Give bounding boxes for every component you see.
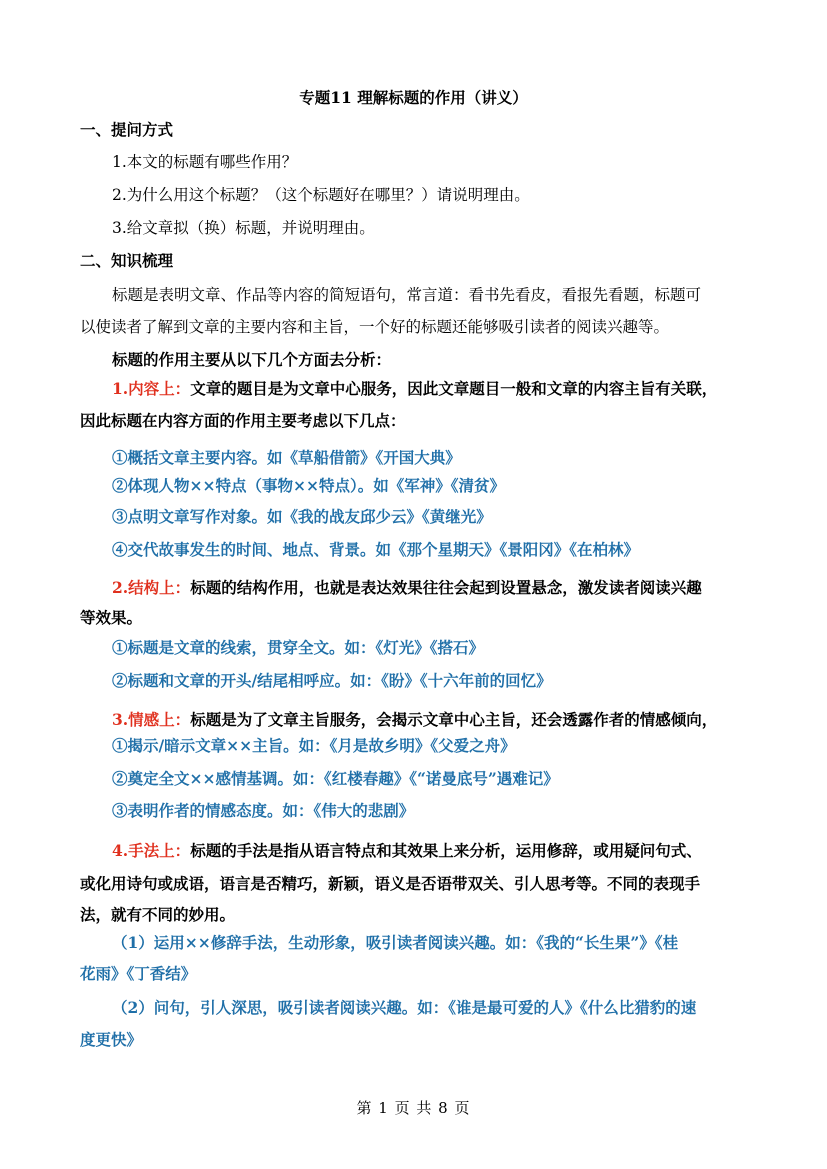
- page-title: 专题11 理解标题的作用（讲义）: [299, 88, 528, 107]
- emotion-aspect-text: 标题是为了文章主旨服务，会揭示文章中心主旨，还会透露作者的情感倾向，: [190, 710, 718, 729]
- content-item: ③点明文章写作对象。如《我的战友邱少云》《黄继光》: [112, 507, 492, 526]
- content-aspect-line2: 因此标题在内容方面的作用主要考虑以下几点：: [80, 411, 406, 430]
- technique-aspect-text: 标题的手法是指从语言特点和其效果上来分析，运用修辞，或用疑问句式、: [190, 841, 702, 860]
- content-aspect-label: 1.内容上：: [112, 379, 191, 398]
- intro-paragraph-line2: 以使读者了解到文章的主要内容和主旨，一个好的标题还能够吸引读者的阅读兴趣等。: [80, 318, 670, 336]
- structure-aspect-line2: 等效果。: [80, 608, 143, 627]
- technique-item-1-line1: （1）运用××修辞手法，生动形象，吸引读者阅读兴趣。如：《我的“长生果”》《桂: [112, 933, 679, 952]
- content-item: ①概括文章主要内容。如《草船借箭》《开国大典》: [112, 448, 461, 467]
- analysis-intro: 标题的作用主要从以下几个方面去分析：: [112, 350, 392, 369]
- question-3: 3.给文章拟（换）标题，并说明理由。: [112, 219, 375, 237]
- content-aspect-text: 文章的题目是为文章中心服务，因此文章题目一般和文章的内容主旨有关联，: [190, 379, 718, 398]
- technique-aspect-label: 4.手法上：: [112, 841, 191, 860]
- structure-item: ②标题和文章的开头/结尾相呼应。如：《盼》《十六年前的回忆》: [112, 671, 552, 690]
- emotion-aspect-line1: [112, 710, 717, 730]
- intro-paragraph-line1: 标题是表明文章、作品等内容的简短语句，常言道：看书先看皮，看报先看题，标题可: [112, 286, 702, 304]
- technique-aspect-line3: 法，就有不同的妙用。: [80, 905, 236, 924]
- technique-aspect-line1: [112, 841, 702, 861]
- structure-aspect-label: 2.结构上：: [112, 578, 191, 597]
- section1-heading: 一、提问方式: [80, 120, 174, 139]
- section2-heading: 二、知识梳理: [80, 251, 174, 270]
- content-item: ④交代故事发生的时间、地点、背景。如《那个星期天》《景阳冈》《在柏林》: [112, 540, 640, 559]
- question-1: 1.本文的标题有哪些作用？: [112, 153, 298, 171]
- structure-item: ①标题是文章的线索，贯穿全文。如：《灯光》《搭石》: [112, 638, 485, 657]
- technique-aspect-line2: 或化用诗句或成语，语言是否精巧，新颖，语义是否语带双关、引人思考等。不同的表现手: [80, 874, 701, 893]
- page-footer: 第 1 页 共 8 页: [356, 1099, 471, 1117]
- emotion-item: ①揭示/暗示文章××主旨。如：《月是故乡明》《父爱之舟》: [112, 736, 516, 755]
- technique-item-1-line2: 花雨》《丁香结》: [80, 964, 197, 983]
- technique-item-2-line1: （2）问句，引人深思，吸引读者阅读兴趣。如：《谁是最可爱的人》《什么比猎豹的速: [112, 998, 697, 1017]
- emotion-item: ②奠定全文××感情基调。如：《红楼春趣》《“诺曼底号”遇难记》: [112, 769, 559, 788]
- structure-aspect-text: 标题的结构作用，也就是表达效果往往会起到设置悬念，激发读者阅读兴趣: [190, 578, 702, 597]
- question-2: 2.为什么用这个标题？（这个标题好在哪里？）请说明理由。: [112, 186, 530, 204]
- content-item: ②体现人物××特点（事物××特点）。如《军神》《清贫》: [112, 476, 505, 495]
- emotion-aspect-label: 3.情感上：: [112, 710, 191, 729]
- content-aspect-line1: [112, 379, 717, 399]
- structure-aspect-line1: [112, 578, 702, 598]
- emotion-item: ③表明作者的情感态度。如：《伟大的悲剧》: [112, 801, 415, 820]
- technique-item-2-line2: 度更快》: [80, 1030, 143, 1049]
